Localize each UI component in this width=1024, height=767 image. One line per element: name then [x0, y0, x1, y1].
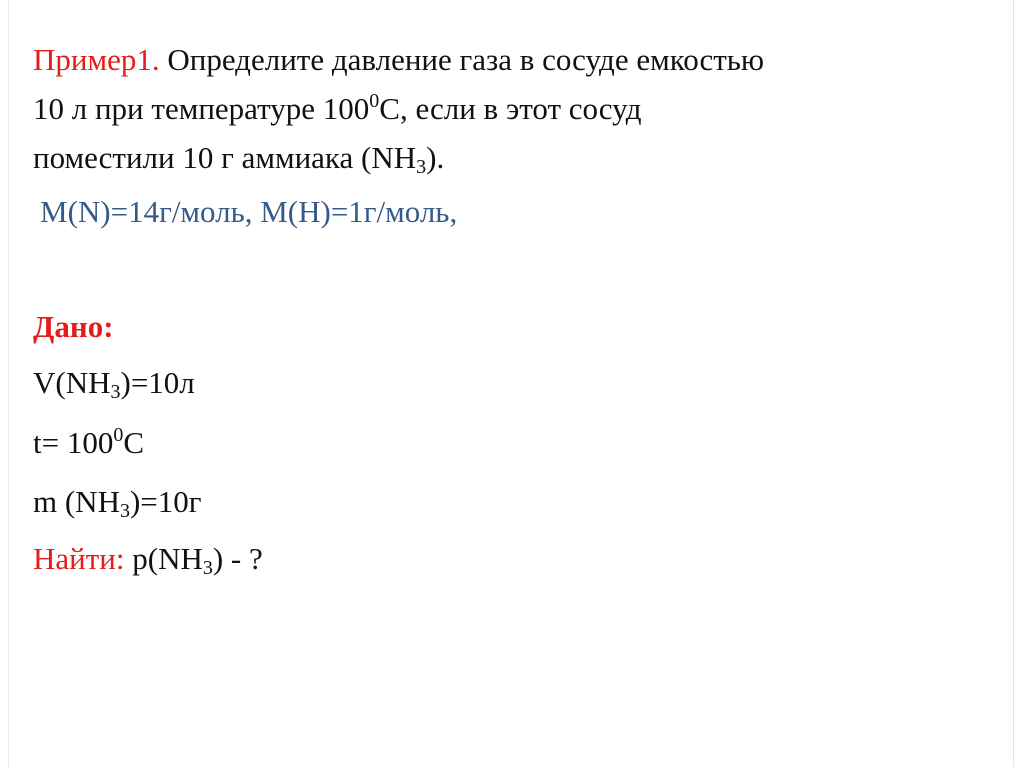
formula-subscript: 3	[416, 156, 427, 178]
given-volume-post: )=10л	[120, 365, 195, 400]
problem-text-2-pre: 10 л при температуре 100	[33, 91, 370, 126]
given-mass-pre: m (NH	[33, 484, 120, 519]
find-post: ) - ?	[212, 541, 263, 576]
given-temperature-superscript: 0	[113, 424, 124, 446]
problem-line-2	[33, 91, 641, 127]
given-heading: Дано:	[33, 309, 114, 344]
given-volume-pre: V(NH	[33, 365, 111, 400]
given-temperature-post: С	[123, 425, 145, 460]
problem-line-3	[33, 140, 444, 176]
find-label: Найти:	[33, 541, 125, 576]
find-line	[33, 541, 263, 577]
given-temperature	[33, 425, 144, 461]
problem-text-3-post: ).	[426, 140, 445, 175]
find-pre: p(NH	[124, 541, 203, 576]
problem-text-3-pre: поместили 10 г аммиака (NH	[33, 140, 417, 175]
given-temperature-pre: t= 100	[33, 425, 114, 460]
given-mass-subscript: 3	[119, 500, 130, 522]
slide-right-edge	[1013, 0, 1014, 767]
problem-text-1: Определите давление газа в сосуде емкостью	[159, 42, 765, 77]
given-mass	[33, 484, 202, 520]
problem-text-2-post: С, если в этот сосуд	[379, 91, 642, 126]
example-label: Пример1.	[33, 42, 160, 77]
given-volume	[33, 365, 195, 401]
given-mass-post: )=10г	[129, 484, 202, 519]
problem-line-1	[33, 42, 764, 78]
find-subscript: 3	[202, 557, 213, 579]
molar-masses: M(N)=14г/моль, M(H)=1г/моль,	[40, 194, 458, 229]
slide-left-edge	[8, 0, 9, 767]
given-volume-subscript: 3	[110, 381, 121, 403]
degree-superscript: 0	[369, 90, 380, 112]
